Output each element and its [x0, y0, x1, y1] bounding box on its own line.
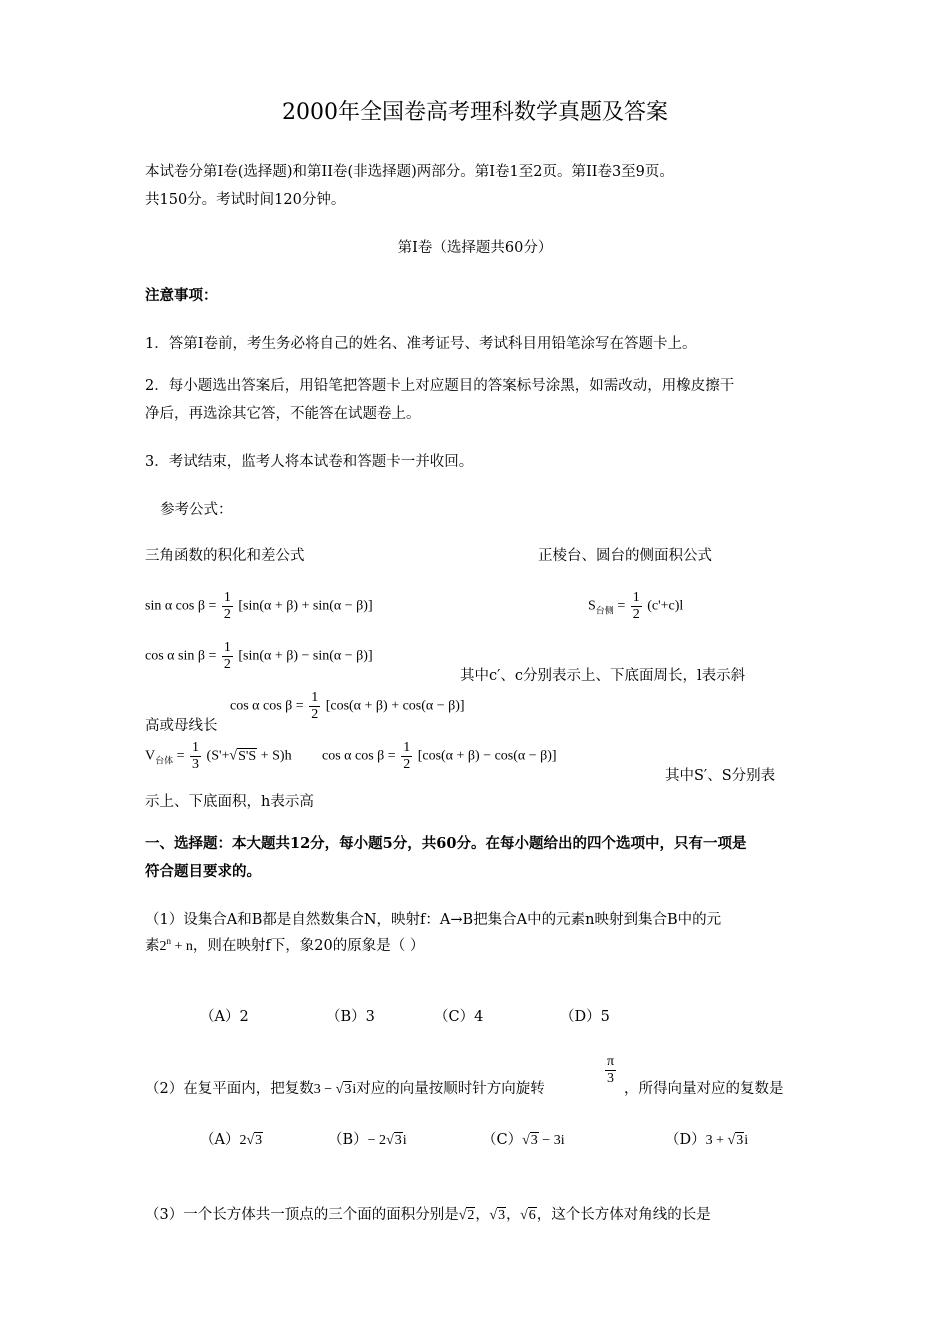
q2-stem-suffix: ，所得向量对应的复数是 [624, 1081, 784, 1097]
q2-option-c[interactable]: （C）√3 − 3i [482, 1132, 565, 1148]
sqrt-icon: √ [520, 1208, 528, 1223]
part1-heading-line-1: 一、选择题：本大题共12分，每小题5分，共60分。在每小题给出的四个选项中，只有一项是 [145, 835, 747, 852]
q2-option-b[interactable]: （B）− 2√3i [328, 1132, 407, 1148]
q1-line-2: 素2$^n$ + n，则在映射f下，象20的原象是（ ） [145, 936, 425, 954]
formula-rhs: [sin(α + β) − sin(α − β)] [238, 648, 373, 664]
sqrt-icon: √ [489, 1208, 498, 1223]
q1-option-c[interactable]: （C）4 [434, 1009, 484, 1025]
sqrt-icon: √ [246, 1133, 255, 1148]
intro-text [145, 158, 810, 214]
formula-cos-cos-diff [322, 740, 557, 773]
q1-option-b[interactable]: （B）3 [326, 1009, 375, 1025]
q3-areas: √2，√3，√6 [458, 1208, 536, 1223]
fraction-half: $\frac{1}{2}$ [311, 690, 319, 722]
q1-line-1: （1）设集合A和B都是自然数集合N，映射f：A→B把集合A中的元素n映射到集合B中的元 [145, 912, 722, 928]
sqrt-icon: √ [335, 1082, 344, 1097]
q3-stem: （3）一个长方体共一顶点的三个面的面积分别是√2，√3，√6，这个长方体对角线的长是 [145, 1207, 711, 1223]
q2-stem: （2）在复平面内，把复数3 − √3i对应的向量按顺时针方向旋转 [145, 1081, 545, 1097]
sqrt-icon: √ [522, 1133, 530, 1148]
formula-cos-cos-sum [230, 690, 465, 723]
sqrt-icon: √ [386, 1133, 394, 1148]
intro-line-1: 本试卷分第Ⅰ卷(选择题)和第II卷(非选择题)两部分。第Ⅰ卷1至2页。第II卷3至9页。 [145, 164, 674, 180]
trig-formulas-heading: 三角函数的积化和差公式 [145, 548, 305, 564]
fraction-half: $\frac{1}{2}$ [223, 640, 231, 672]
part1-heading-line-2: 符合题目要求的。 [145, 863, 261, 880]
formula-rhs: [sin(α + β) + sin(α − β)] [238, 598, 373, 614]
notice-item-3: 3．考试结束，监考人将本试卷和答题卡一并收回。 [145, 454, 474, 470]
fraction-half: $\frac{1}{2}$ [223, 590, 231, 622]
q2-option-d[interactable]: （D）3 + √3i [665, 1132, 749, 1148]
notice-item-2 [145, 372, 810, 428]
formula-cos-sin [145, 640, 373, 673]
page-title: 2000年全国卷高考理科数学真题及答案 [282, 100, 668, 125]
q2-option-a[interactable]: （A）2√3 [200, 1132, 263, 1148]
q2-complex-number: 3 − √3i [313, 1082, 357, 1097]
formula-lateral-area: $S_{台侧}$ = $\frac{1}{2}$ (c'+c)l [588, 590, 684, 622]
volume-note-2: 示上、下底面积，h表示高 [145, 794, 314, 810]
formula-lhs: cos α cos β = [230, 698, 304, 714]
lateral-note-2: 高或母线长 [145, 718, 218, 734]
formula-lhs: cos α sin β = [145, 648, 217, 664]
formula-rhs: [cos(α + β) + cos(α − β)] [325, 698, 465, 714]
lateral-note-1: 其中c′、c分别表示上、下底面周长，l表示斜 [460, 668, 746, 684]
notice-item-2-line-1: 2．每小题选出答案后，用铅笔把答题卡上对应题目的答案标号涂黑，如需改动，用橡皮擦干 [145, 378, 735, 394]
section-header: 第Ⅰ卷（选择题共60分） [397, 240, 553, 256]
fraction-half: $\frac{1}{2}$ [632, 590, 640, 622]
formula-lhs: cos α cos β = [322, 748, 396, 764]
q2-angle-fraction: $\frac{\pi}{3}$ [607, 1054, 615, 1086]
notice-item-2-line-2: 净后，再选涂其它答，不能答在试题卷上。 [145, 406, 421, 422]
intro-line-2: 共150分。考试时间120分钟。 [145, 192, 346, 208]
notice-heading: 注意事项： [145, 287, 218, 304]
sqrt-icon: √ [458, 1208, 467, 1223]
q1-expression: 2$^n$ + n [159, 936, 193, 954]
formula-lhs: sin α cos β = [145, 598, 217, 614]
notice-item-1: 1．答第Ⅰ卷前，考生务必将自己的姓名、准考证号、考试科目用铅笔涂写在答题卡上。 [145, 336, 697, 352]
sqrt-icon: √ [229, 748, 238, 764]
part1-heading [145, 830, 810, 886]
fraction-half: $\frac{1}{2}$ [403, 740, 411, 772]
formula-rhs: [cos(α + β) − cos(α − β)] [417, 748, 557, 764]
sqrt-icon: √ [727, 1133, 736, 1148]
q1-option-d[interactable]: （D）5 [560, 1009, 610, 1025]
q1-option-a[interactable]: （A）2 [200, 1009, 249, 1025]
volume-note-1: 其中S′、S分别表 [665, 768, 776, 784]
fraction-third: $\frac{1}{3}$ [192, 740, 200, 772]
lateral-area-heading: 正棱台、圆台的侧面积公式 [538, 548, 712, 564]
formula-sin-cos [145, 590, 373, 623]
formulas-heading: 参考公式： [160, 502, 233, 518]
formula-volume: $V_{台体}$ = $\frac{1}{3}$ (S'+√S'S + S)h [145, 740, 292, 772]
